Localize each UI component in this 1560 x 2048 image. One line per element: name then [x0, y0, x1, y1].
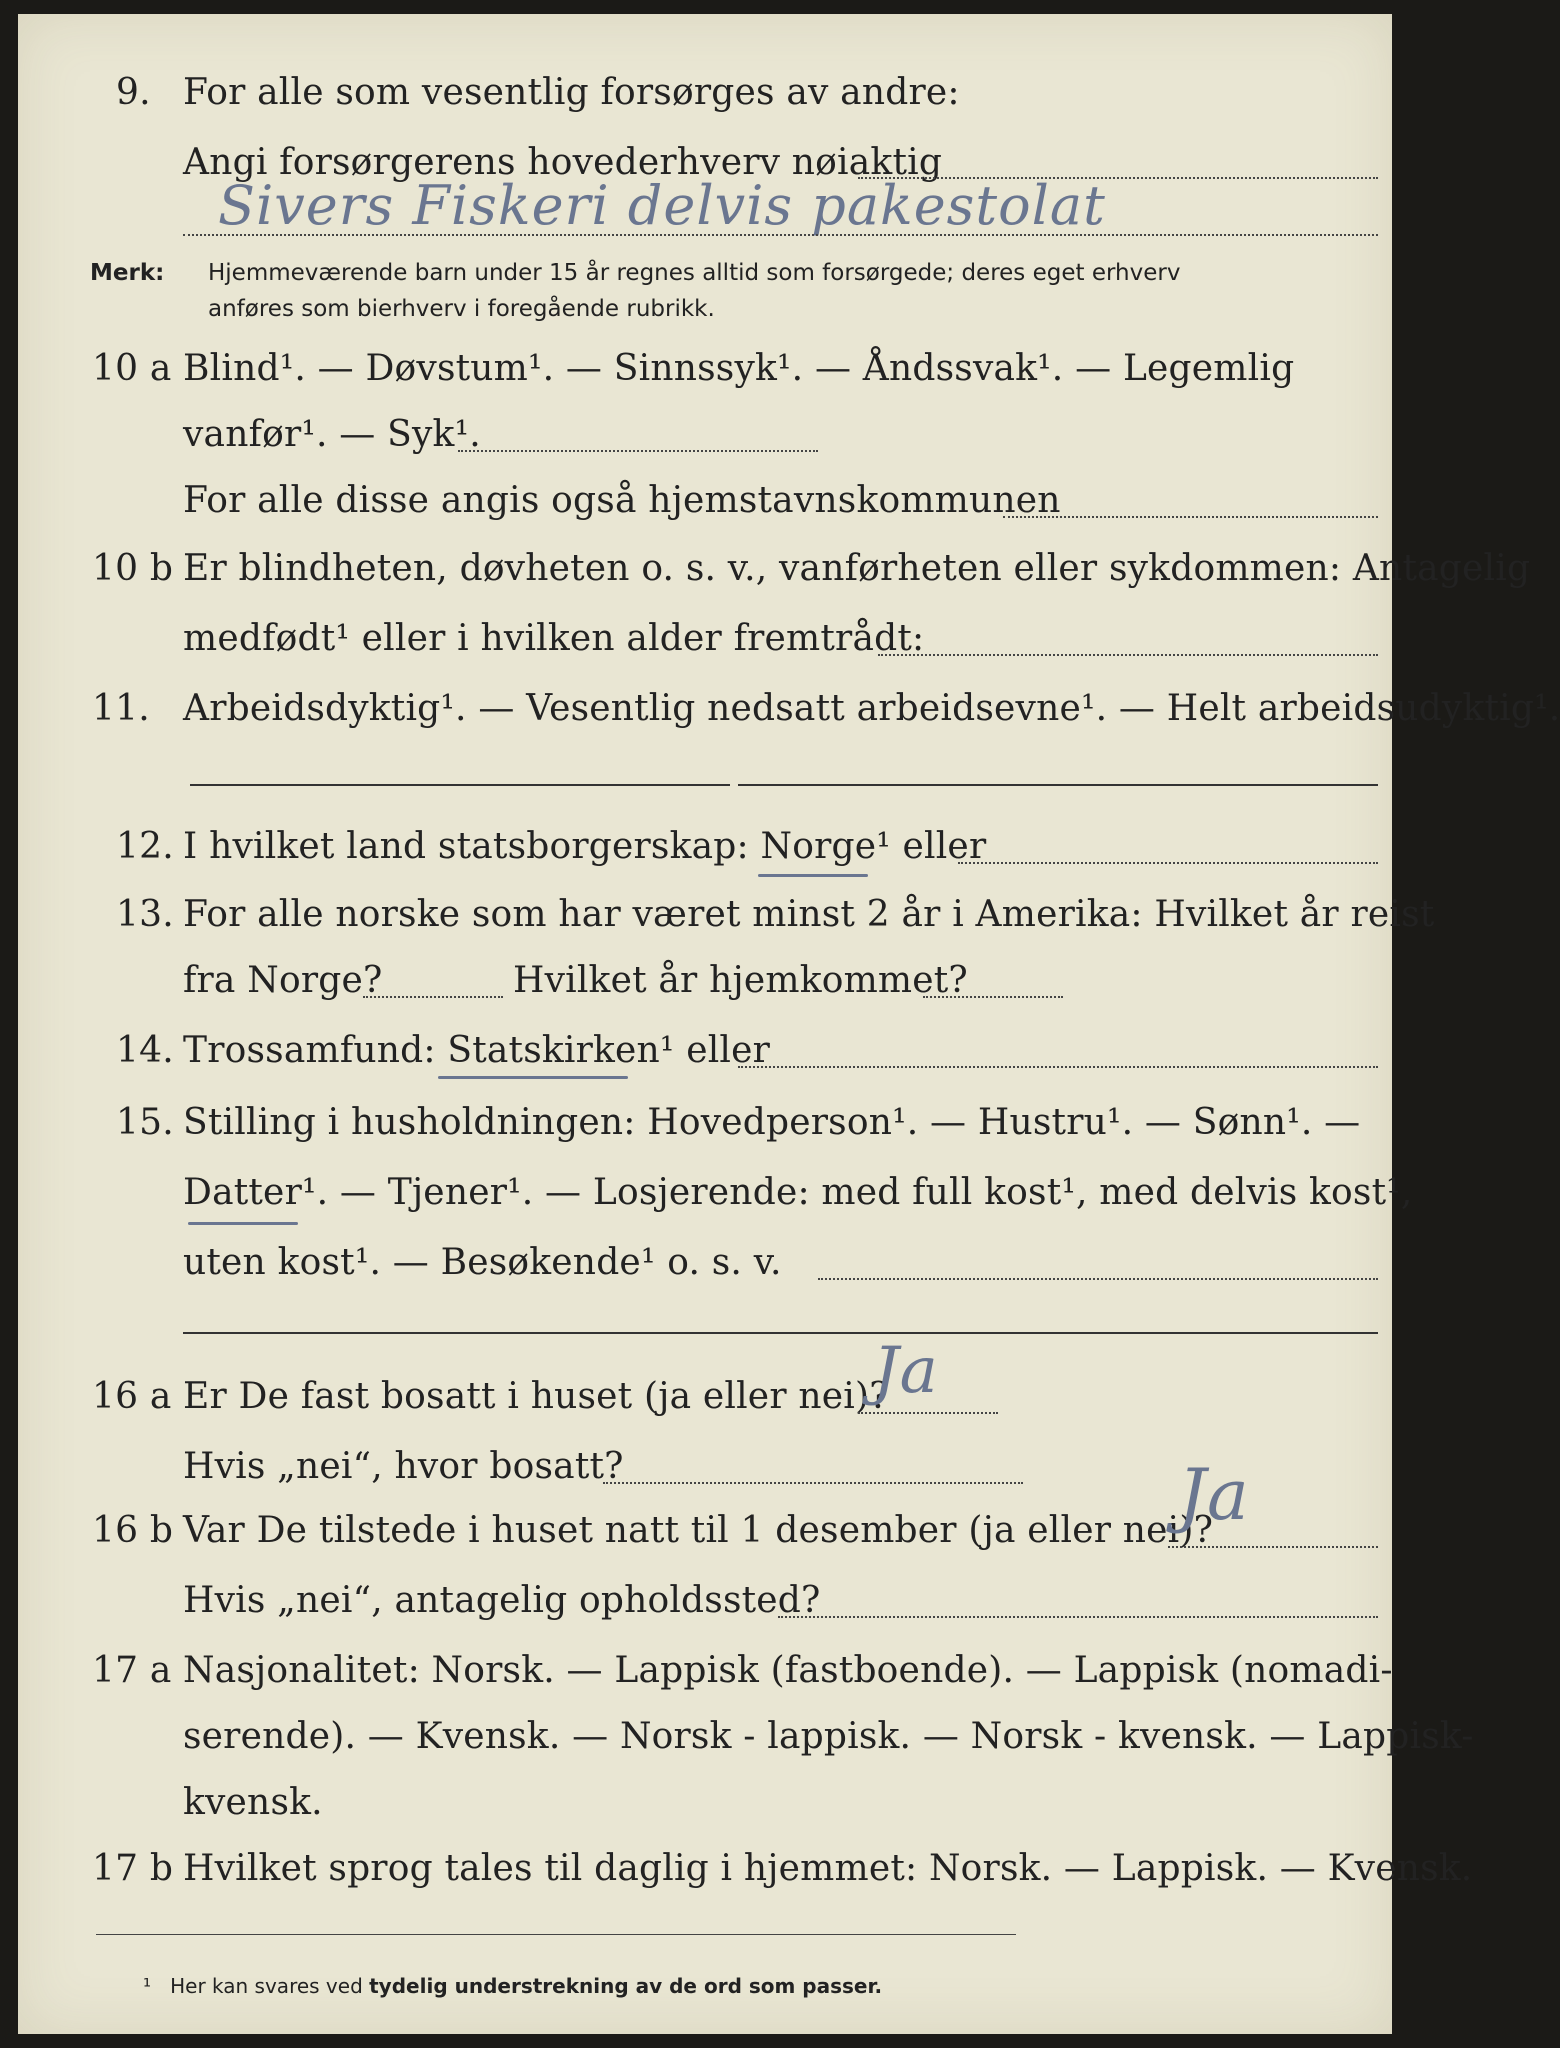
q14-number: 14. — [116, 1030, 174, 1071]
q16b-number: 16 b — [92, 1510, 174, 1551]
q9-number: 9. — [116, 72, 151, 113]
footnote — [143, 1974, 882, 1998]
q12-norge-underline-mark — [758, 874, 868, 877]
footnote-mark: ¹ — [143, 1974, 152, 1998]
q10a-text-2: vanfør¹. — Syk¹. — [183, 414, 481, 455]
q10b-answer-line[interactable] — [878, 654, 1378, 656]
q11-answer-line-b[interactable] — [738, 784, 1378, 786]
q9-text-2: Angi forsørgerens hovederhverv nøiaktig — [183, 142, 943, 183]
q10a-municipality-line[interactable] — [1003, 516, 1378, 518]
q15-datter-underline-mark — [188, 1222, 298, 1225]
q14-text-1: Trossamfund: Statskirken¹ eller — [183, 1030, 771, 1071]
q16b-answer-line[interactable] — [1168, 1546, 1378, 1548]
q16a-answer-line[interactable] — [858, 1412, 998, 1414]
q10b-text-1: Er blindheten, døvheten o. s. v., vanførheten eller sykdommen: Antagelig — [183, 548, 1531, 589]
q15-number: 15. — [116, 1102, 174, 1143]
q15-answer-line[interactable] — [818, 1278, 1378, 1280]
merk-label: Merk: — [90, 260, 165, 286]
q13-text-2b: Hvilket år hjemkommet? — [513, 960, 968, 1001]
q16a-text-1: Er De fast bosatt i huset (ja eller nei)? — [183, 1376, 889, 1417]
q10b-text-2: medfødt¹ eller i hvilken alder fremtrådt: — [183, 618, 925, 659]
q15-answer-line-2[interactable] — [183, 1332, 1378, 1334]
q17a-text-3: kvensk. — [183, 1782, 323, 1823]
census-form-page — [18, 14, 1560, 2034]
q11-answer-line-a[interactable] — [190, 784, 730, 786]
q10a-answer-line[interactable] — [458, 450, 818, 452]
merk-text-1: Hjemmeværende barn under 15 år regnes alltid som forsørgede; deres eget erhverv — [208, 260, 1181, 286]
q9-answer-line-2[interactable] — [183, 234, 1378, 236]
footnote-rule — [96, 1934, 1016, 1935]
q10a-number: 10 a — [92, 348, 172, 389]
merk-text-2: anføres som bierhverv i foregående rubrikk. — [208, 296, 715, 322]
q16a-residence-line[interactable] — [603, 1482, 1023, 1484]
q15-text-3: uten kost¹. — Besøkende¹ o. s. v. — [183, 1242, 782, 1283]
q16b-location-line[interactable] — [778, 1616, 1378, 1618]
footnote-bold-text: tydelig understrekning av de ord som passer. — [369, 1974, 883, 1998]
q16a-text-2: Hvis „nei“, hvor bosatt? — [183, 1446, 624, 1487]
q11-text-1: Arbeidsdyktig¹. — Vesentlig nedsatt arbeidsevne¹. — Helt arbeidsudyktig¹. — [183, 688, 1560, 729]
q17a-text-2: serende). — Kvensk. — Norsk - lappisk. — Norsk - kvensk. — Lappisk- — [183, 1716, 1474, 1757]
q16b-handwritten-answer: Ja — [1178, 1454, 1250, 1536]
q16b-text-2: Hvis „nei“, antagelig opholdssted? — [183, 1580, 821, 1621]
q17a-number: 17 a — [92, 1650, 172, 1691]
q16b-text-1: Var De tilstede i huset natt til 1 desember (ja eller nei)? — [183, 1510, 1214, 1551]
q10a-text-1: Blind¹. — Døvstum¹. — Sinnssyk¹. — Åndssvak¹. — Legemlig — [183, 348, 1295, 389]
q11-number: 11. — [92, 688, 150, 729]
q15-text-1: Stilling i husholdningen: Hovedperson¹. — Hustru¹. — Sønn¹. — — [183, 1102, 1361, 1143]
q17a-text-1: Nasjonalitet: Norsk. — Lappisk (fastboende). — Lappisk (nomadi- — [183, 1650, 1393, 1691]
q9-text-1: For alle som vesentlig forsørges av andre: — [183, 72, 960, 113]
q14-statskirken-underline-mark — [438, 1076, 628, 1079]
q13-return-year-line[interactable] — [923, 996, 1063, 998]
q12-answer-line[interactable] — [958, 862, 1378, 864]
q17b-number: 17 b — [92, 1848, 174, 1889]
q12-text-1: I hvilket land statsborgerskap: Norge¹ eller — [183, 826, 987, 867]
q13-number: 13. — [116, 894, 174, 935]
q14-answer-line[interactable] — [738, 1066, 1378, 1068]
q12-number: 12. — [116, 826, 174, 867]
q10a-text-3: For alle disse angis også hjemstavnskommunen — [183, 480, 1061, 521]
q16a-handwritten-answer: Ja — [873, 1334, 939, 1408]
q15-text-2: Datter¹. — Tjener¹. — Losjerende: med full kost¹, med delvis kost¹, — [183, 1172, 1413, 1213]
q10b-number: 10 b — [92, 548, 174, 589]
q13-left-year-line[interactable] — [363, 996, 503, 998]
footnote-text: Her kan svares ved — [170, 1974, 363, 1998]
q13-text-1: For alle norske som har været minst 2 år i Amerika: Hvilket år reist — [183, 894, 1435, 935]
q16a-number: 16 a — [92, 1376, 172, 1417]
q17b-text-1: Hvilket sprog tales til daglig i hjemmet: Norsk. — Lappisk. — Kvensk. — [183, 1848, 1473, 1889]
q9-handwritten-answer: Sivers Fiskeri delvis pakestolat — [218, 174, 1106, 237]
q13-text-2a: fra Norge? — [183, 960, 383, 1001]
